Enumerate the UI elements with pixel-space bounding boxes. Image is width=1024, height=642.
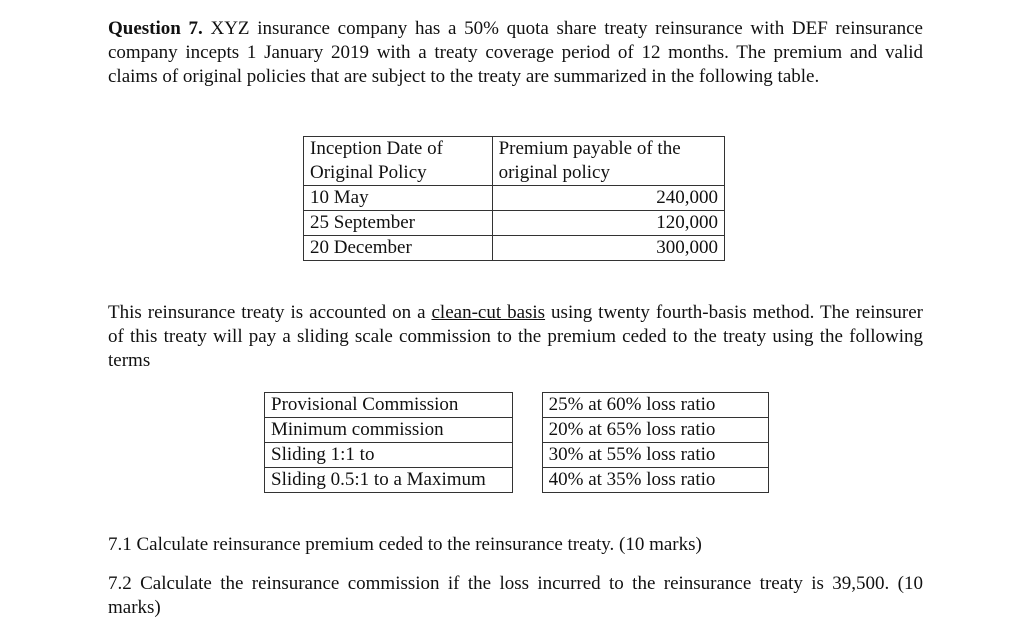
policy-premium: 120,000 <box>492 211 724 236</box>
commission-terms-table <box>264 392 769 493</box>
question-label: Question 7. <box>108 18 203 39</box>
header-col2-line1: Premium payable of the <box>498 138 681 159</box>
policy-date: 25 September <box>304 211 493 236</box>
table-row <box>265 393 769 418</box>
column-gap <box>513 418 542 443</box>
treaty-paragraph <box>108 301 923 373</box>
commission-value: 30% at 55% loss ratio <box>542 443 768 468</box>
commission-term: Sliding 1:1 to <box>265 443 513 468</box>
table-row <box>265 443 769 468</box>
policy-date: 10 May <box>304 186 493 211</box>
commission-value: 20% at 65% loss ratio <box>542 418 768 443</box>
table-row <box>304 211 725 236</box>
commission-term: Provisional Commission <box>265 393 513 418</box>
sub-question-7-1: 7.1 Calculate reinsurance premium ceded to the reinsurance treaty. (10 marks) <box>108 534 702 555</box>
commission-term: Sliding 0.5:1 to a Maximum <box>265 468 513 493</box>
table-header-row <box>304 137 725 186</box>
commission-value: 25% at 60% loss ratio <box>542 393 768 418</box>
commission-value: 40% at 35% loss ratio <box>542 468 768 493</box>
header-col2-line2: original policy <box>498 162 610 183</box>
sub-question-7-2: 7.2 Calculate the reinsurance commission if the loss incurred to the reinsurance treaty is 39,500. (10 marks) <box>108 573 923 618</box>
question-intro-text: XYZ insurance company has a 50% quota share treaty reinsurance with DEF reinsurance company incepts 1 January 2019 with a treaty coverage period of 12 months. The premium and valid claims of original policies that are subject to the treaty are summarized in the following table. <box>108 18 923 87</box>
policy-date: 20 December <box>304 236 493 261</box>
policy-premium: 240,000 <box>492 186 724 211</box>
header-inception-date <box>304 137 493 186</box>
header-premium-payable <box>492 137 724 186</box>
table-row <box>304 236 725 261</box>
column-gap <box>513 443 542 468</box>
table-row <box>265 468 769 493</box>
commission-term: Minimum commission <box>265 418 513 443</box>
question-intro <box>108 17 923 89</box>
policy-premium: 300,000 <box>492 236 724 261</box>
header-col1-line2: Original Policy <box>310 162 427 183</box>
treaty-text-part1: This reinsurance treaty is accounted on a <box>108 302 432 323</box>
column-gap <box>513 393 542 418</box>
table-row <box>265 418 769 443</box>
clean-cut-basis-term: clean-cut basis <box>431 302 546 323</box>
treaty-text-part2: using twenty fourth-basis method. The reinsurer of this treaty will pay a sliding scale commission to the premium ceded to the treaty using the following terms <box>108 302 923 371</box>
policy-premium-table <box>303 136 725 261</box>
column-gap <box>513 468 542 493</box>
header-col1-line1: Inception Date of <box>310 138 443 159</box>
question-intro-block <box>108 17 923 89</box>
table-row <box>304 186 725 211</box>
